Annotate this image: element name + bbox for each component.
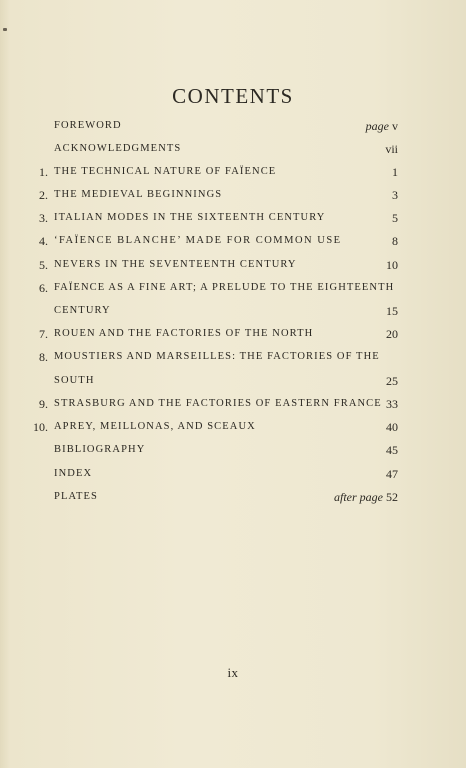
page-number: 10	[386, 258, 398, 272]
toc-entry-number: 7.	[39, 327, 48, 341]
page-title: CONTENTS	[172, 84, 294, 108]
toc-entry-bibliography	[0, 441, 466, 459]
toc-entry-page	[392, 232, 398, 250]
toc-entry-page	[392, 209, 398, 227]
toc-entry-title: THE MEDIEVAL BEGINNINGS	[54, 189, 223, 200]
toc-entry-index	[0, 465, 466, 483]
page-number: 25	[386, 374, 398, 388]
toc-entry-6	[0, 279, 466, 297]
toc-entry-page	[366, 117, 398, 135]
paper-spot	[3, 28, 7, 31]
toc-entry-number: 1.	[39, 165, 48, 179]
toc-entry-9	[0, 395, 466, 413]
toc-entry-number: 10.	[33, 420, 48, 434]
toc-entry-8-continued	[0, 372, 466, 390]
toc-entry-number: 2.	[39, 188, 48, 202]
page-number: vii	[385, 142, 398, 156]
page-number: 8	[392, 234, 398, 248]
toc-entry-number: 9.	[39, 397, 48, 411]
page-number: 52	[386, 490, 398, 504]
toc-entry-3	[0, 209, 466, 227]
toc-entry-number: 4.	[39, 234, 48, 248]
page-number: 40	[386, 420, 398, 434]
page-number: 33	[386, 397, 398, 411]
toc-entry-title: BIBLIOGRAPHY	[54, 444, 146, 455]
toc-entry-plates	[0, 488, 466, 506]
toc-entry-title: FAÏENCE AS A FINE ART; A PRELUDE TO THE EIGHTEENTH	[54, 282, 395, 293]
toc-entry-page	[385, 140, 398, 158]
page-number: 3	[392, 188, 398, 202]
toc-entry-8	[0, 348, 466, 366]
toc-entry-title: CENTURY	[54, 305, 111, 316]
toc-entry-title: NEVERS IN THE SEVENTEENTH CENTURY	[54, 259, 297, 270]
page-folio: ix	[227, 665, 239, 680]
toc-entry-page	[334, 488, 398, 506]
page-lead-text: page	[365, 119, 389, 133]
toc-entry-title: SOUTH	[54, 375, 95, 386]
toc-entry-1	[0, 163, 466, 181]
toc-entry-2	[0, 186, 466, 204]
toc-entry-title: APREY, MEILLONAS, AND SCEAUX	[54, 421, 256, 432]
toc-entry-10	[0, 418, 466, 436]
toc-entry-title: ROUEN AND THE FACTORIES OF THE NORTH	[54, 328, 314, 339]
toc-entry-number: 5.	[39, 258, 48, 272]
toc-entry-page	[386, 256, 398, 274]
toc-entry-title: MOUSTIERS AND MARSEILLES: THE FACTORIES OF THE	[54, 351, 380, 362]
toc-entry-title: ‘FAÏENCE BLANCHE’ MADE FOR COMMON USE	[54, 235, 342, 246]
toc-entry-page	[392, 163, 398, 181]
toc-entry-title: PLATES	[54, 491, 98, 502]
toc-entry-page	[386, 302, 398, 320]
toc-entry-page	[386, 395, 398, 413]
toc-entry-5	[0, 256, 466, 274]
toc-entry-number: 3.	[39, 211, 48, 225]
toc-entry-page	[386, 418, 398, 436]
toc-entry-title: FOREWORD	[54, 120, 122, 131]
toc-entry-title: INDEX	[54, 468, 93, 479]
toc-entry-title: THE TECHNICAL NATURE OF FAÏENCE	[54, 166, 277, 177]
toc-entry-title: ACKNOWLEDGMENTS	[54, 143, 182, 154]
page-number: 47	[386, 467, 398, 481]
page-number: 5	[392, 211, 398, 225]
page-number: 1	[392, 165, 398, 179]
toc-entry-acknowledgments	[0, 140, 466, 158]
toc-entry-page	[386, 372, 398, 390]
toc-entry-number: 8.	[39, 350, 48, 364]
page-number: v	[392, 119, 398, 133]
toc-entry-foreword	[0, 117, 466, 135]
toc-entry-7	[0, 325, 466, 343]
toc-entry-page	[392, 186, 398, 204]
page-number: 20	[386, 327, 398, 341]
page-lead-text: after page	[334, 490, 383, 504]
toc-entry-number: 6.	[39, 281, 48, 295]
toc-entry-title: ITALIAN MODES IN THE SIXTEENTH CENTURY	[54, 212, 326, 223]
toc-entry-6-continued	[0, 302, 466, 320]
toc-entry-page	[386, 465, 398, 483]
page-number: 45	[386, 443, 398, 457]
toc-entry-title: STRASBURG AND THE FACTORIES OF EASTERN FRANCE	[54, 398, 382, 409]
toc-entry-4	[0, 232, 466, 250]
page-number: 15	[386, 304, 398, 318]
toc-entry-page	[386, 441, 398, 459]
toc-entry-page	[386, 325, 398, 343]
